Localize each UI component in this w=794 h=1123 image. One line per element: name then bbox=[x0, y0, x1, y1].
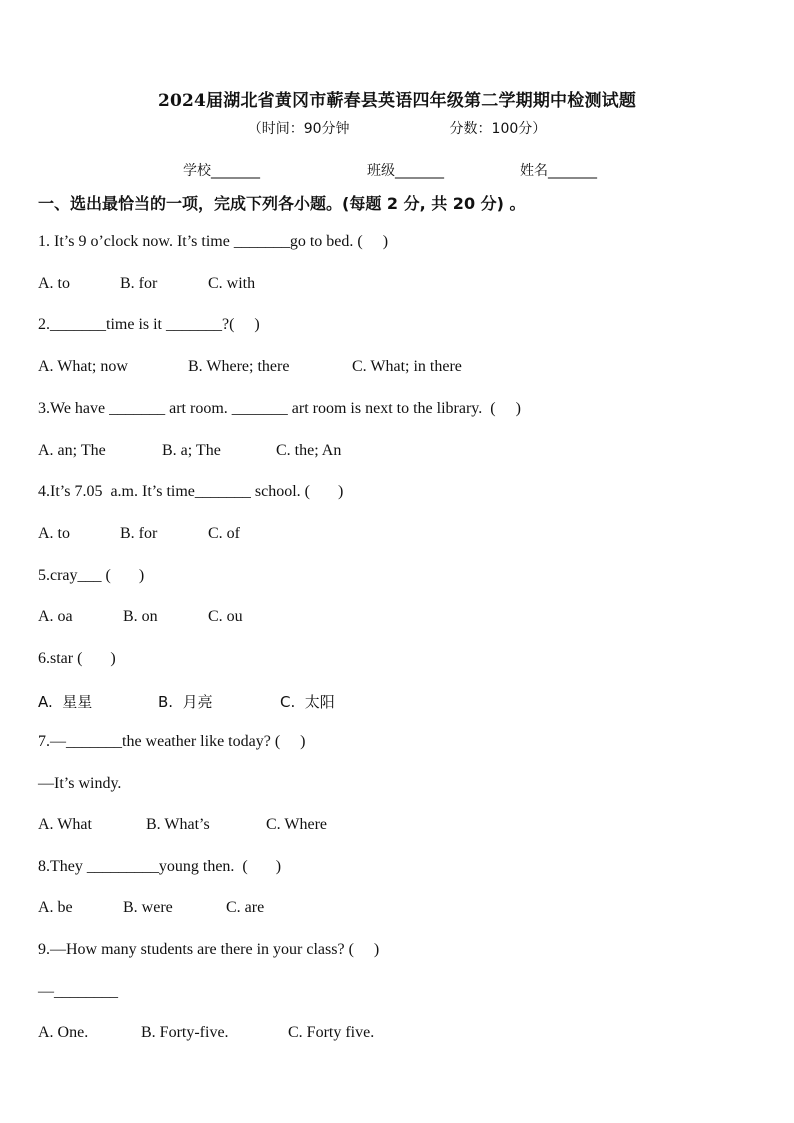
question-4-option-a[interactable]: A. to bbox=[38, 525, 70, 542]
question-9-reply: —________ bbox=[38, 983, 118, 1000]
exam-meta bbox=[0, 118, 794, 138]
question-7-option-c[interactable]: C. Where bbox=[266, 816, 328, 833]
question-2-option-b[interactable]: B. Where; there bbox=[188, 358, 290, 375]
question-3-option-b[interactable]: B. a; The bbox=[162, 442, 221, 459]
question-2-option-a[interactable]: A. What; now bbox=[38, 358, 128, 375]
question-1-stem: 1. It’s 9 o’clock now. It’s time _______go to bed. ( ) bbox=[38, 233, 389, 250]
question-9-option-b[interactable]: B. Forty-five. bbox=[141, 1024, 229, 1041]
question-2-option-c[interactable]: C. What; in there bbox=[352, 358, 462, 375]
question-7-option-b[interactable]: B. What’s bbox=[146, 816, 210, 833]
page-title: 2024届湖北省黄冈市蕲春县英语四年级第二学期期中检测试题 bbox=[157, 91, 637, 111]
question-4-option-c[interactable]: C. of bbox=[208, 525, 240, 542]
question-7-reply: —It’s windy. bbox=[38, 775, 122, 792]
question-4-option-b[interactable]: B. for bbox=[120, 525, 158, 542]
question-7-option-a[interactable]: A. What bbox=[38, 816, 92, 833]
question-5-stem: 5.cray___ ( ) bbox=[38, 567, 145, 584]
question-6-option-b[interactable]: B. 月亮 bbox=[158, 693, 213, 711]
question-2-stem: 2._______time is it _______?( ) bbox=[38, 316, 260, 333]
question-5-option-c[interactable]: C. ou bbox=[208, 608, 243, 625]
school-field[interactable]: 学校_______ bbox=[183, 163, 260, 179]
name-field[interactable]: 姓名_______ bbox=[520, 163, 597, 179]
question-9-option-c[interactable]: C. Forty five. bbox=[288, 1024, 375, 1041]
question-6-stem: 6.star ( ) bbox=[38, 650, 116, 667]
question-7-stem: 7.—_______the weather like today? ( ) bbox=[38, 733, 306, 750]
question-3-option-c[interactable]: C. the; An bbox=[276, 442, 342, 459]
question-1-option-c[interactable]: C. with bbox=[208, 275, 256, 292]
question-1-option-b[interactable]: B. for bbox=[120, 275, 158, 292]
class-field[interactable]: 班级_______ bbox=[367, 163, 444, 179]
question-6-option-c[interactable]: C. 太阳 bbox=[280, 693, 335, 711]
question-4-stem: 4.It’s 7.05 a.m. It’s time_______ school. ( ) bbox=[38, 483, 344, 500]
question-8-option-b[interactable]: B. were bbox=[123, 899, 173, 916]
exam-time: （时间：90分钟 bbox=[247, 121, 350, 137]
question-8-option-a[interactable]: A. be bbox=[38, 899, 73, 916]
student-info-row bbox=[0, 160, 794, 180]
question-9-option-a[interactable]: A. One. bbox=[38, 1024, 89, 1041]
question-3-stem: 3.We have _______ art room. _______ art room is next to the library. ( ) bbox=[38, 400, 521, 417]
section-heading: 一、选出最恰当的一项，完成下列各小题。(每题 2 分, 共 20 分) 。 bbox=[38, 194, 526, 213]
question-8-stem: 8.They _________young then. ( ) bbox=[38, 858, 282, 875]
question-1-option-a[interactable]: A. to bbox=[38, 275, 70, 292]
exam-score: 分数：100分） bbox=[449, 121, 547, 137]
question-8-option-c[interactable]: C. are bbox=[226, 899, 265, 916]
question-5-option-a[interactable]: A. oa bbox=[38, 608, 73, 625]
question-9-stem: 9.—How many students are there in your class? ( ) bbox=[38, 941, 380, 958]
question-3-option-a[interactable]: A. an; The bbox=[38, 442, 106, 459]
question-5-option-b[interactable]: B. on bbox=[123, 608, 158, 625]
question-6-option-a[interactable]: A. 星星 bbox=[38, 693, 93, 711]
